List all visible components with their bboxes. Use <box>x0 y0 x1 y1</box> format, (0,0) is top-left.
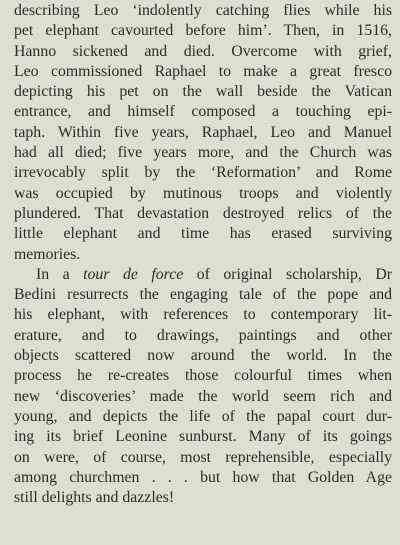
text-line: among churchmen . . . but how that Golden Age <box>14 468 392 486</box>
text-line: ing its brief Leonine sunburst. Many of its goings <box>14 428 392 446</box>
text-line: erature, and to drawings, paintings and other <box>14 326 392 344</box>
text-line-first <box>14 265 392 285</box>
text-run: of original scholarship, Dr <box>183 265 392 283</box>
text-line: taph. Within five years, Raphael, Leo and Manuel <box>14 123 392 141</box>
text-line: entrance, and himself composed a touching epi- <box>14 103 392 121</box>
text-line: Bedini resurrects the engaging tale of the pope and <box>14 286 392 304</box>
paragraph-bedini-scholarship <box>14 265 392 509</box>
text-line: depicting his pet on the wall beside the Vatican <box>14 83 392 101</box>
text-line: young, and depicts the life of the papal court dur- <box>14 407 392 425</box>
text-line: little elephant and time has erased surviving <box>14 225 392 243</box>
italic-phrase: tour de force <box>83 265 184 283</box>
text-line: plundered. That devastation destroyed relics of the <box>14 204 392 222</box>
text-line: objects scattered now around the world. In the <box>14 347 392 365</box>
paragraph-hanno-death <box>14 1 392 265</box>
text-line: was occupied by mutinous troops and violently <box>14 184 392 202</box>
text-line: Leo commissioned Raphael to make a great fresco <box>14 62 392 80</box>
text-line: process he re-creates those colourful times when <box>14 367 392 385</box>
text-line: had all died; five years more, and the Church was <box>14 144 392 162</box>
text-line: memories. <box>14 245 81 263</box>
text-line: on were, of course, most reprehensible, especially <box>14 448 392 466</box>
text-line: irrevocably split by the ‘Reformation’ and Rome <box>14 164 392 182</box>
text-line: describing Leo ‘indolently catching flies while his <box>14 2 392 19</box>
text-line: still delights and dazzles! <box>14 489 175 507</box>
text-run: In a <box>36 265 84 283</box>
text-line: Hanno sickened and died. Overcome with grief, <box>14 42 392 60</box>
text-line: new ‘discoveries’ made the world seem rich and <box>14 387 392 405</box>
text-line: his elephant, with references to contemporary lit- <box>14 306 392 324</box>
text-line: pet elephant cavourted before him’. Then, in 1516, <box>14 22 392 40</box>
